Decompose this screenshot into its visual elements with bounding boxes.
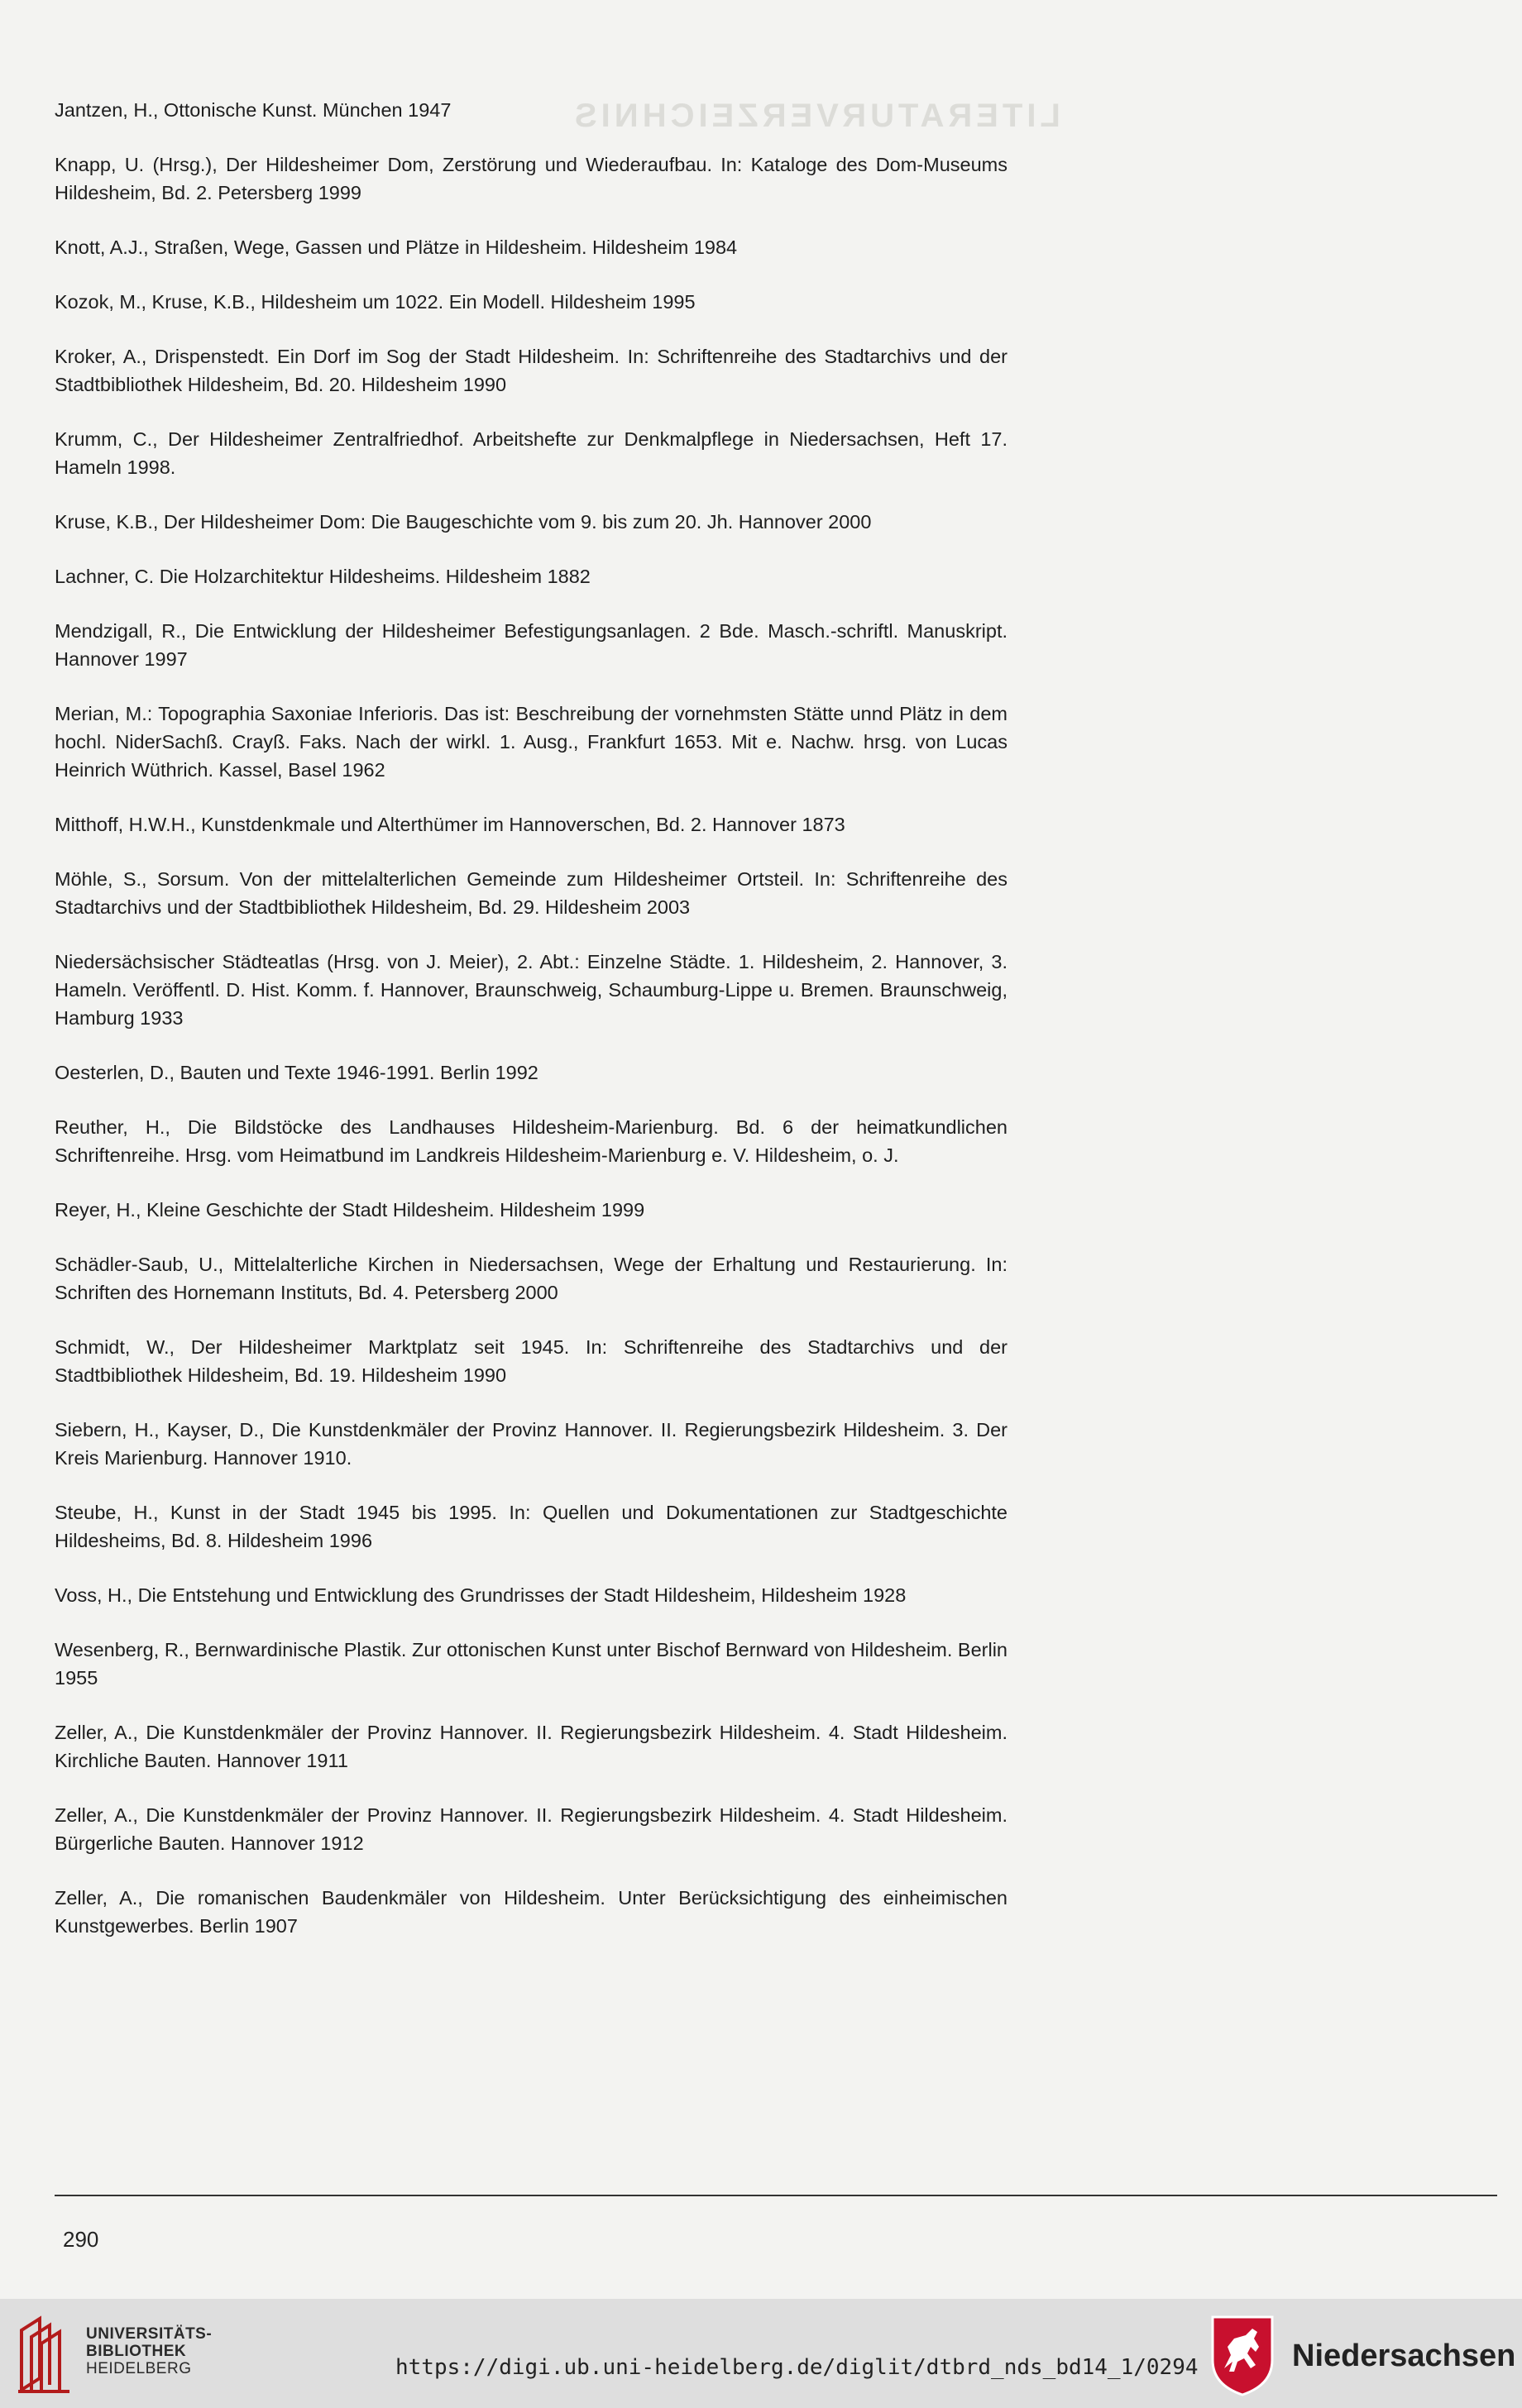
page-number: 290 xyxy=(63,2227,99,2252)
reference-entry: Knott, A.J., Straßen, Wege, Gassen und Plätze in Hildesheim. Hildesheim 1984 xyxy=(55,236,738,258)
reference-entry: Krumm, C., Der Hildesheimer Zentralfriedhof. Arbeitshefte zur Denkmalpflege in Niedersachsen, Heft 17. Hameln 1998. xyxy=(55,428,1007,478)
reference-entry: Merian, M.: Topographia Saxoniae Inferioris. Das ist: Beschreibung der vornehmsten Stätte unnd Plätz in dem hochl. NiderSachß. Crayß. Faks. Nach der wirkl. 1. Ausg., Frankfurt 1653. Mit e. Nachw. hrsg. von Lucas Heinrich Wüthrich. Kassel, Basel 1962 xyxy=(55,703,1007,781)
reference-entry: Mendzigall, R., Die Entwicklung der Hildesheimer Befestigungsanlagen. 2 Bde. Masch.-schriftl. Manuskript. Hannover 1997 xyxy=(55,620,1007,670)
reference-entry: Knapp, U. (Hrsg.), Der Hildesheimer Dom, Zerstörung und Wiederaufbau. In: Kataloge des Dom-Museums Hildesheim, Bd. 2. Petersberg 1999 xyxy=(55,154,1007,203)
reference-list xyxy=(55,96,1007,1966)
reference-entry: Zeller, A., Die Kunstdenkmäler der Provinz Hannover. II. Regierungsbezirk Hildesheim. 4. Stadt Hildesheim. Bürgerliche Bauten. Hannover 1912 xyxy=(55,1804,1007,1854)
reference-entry: Siebern, H., Kayser, D., Die Kunstdenkmäler der Provinz Hannover. II. Regierungsbezirk Hildesheim. 3. Der Kreis Marienburg. Hannover 1910. xyxy=(55,1419,1007,1469)
reference-entry: Möhle, S., Sorsum. Von der mittelalterlichen Gemeinde zum Hildesheimer Ortsteil. In: Schriftenreihe des Stadtarchivs und der Stadtbibliothek Hildesheim, Bd. 29. Hildesheim 2003 xyxy=(55,868,1007,918)
library-name[interactable] xyxy=(86,2325,212,2377)
reference-entry: Reyer, H., Kleine Geschichte der Stadt Hildesheim. Hildesheim 1999 xyxy=(55,1199,645,1221)
reference-entry: Wesenberg, R., Bernwardinische Plastik. Zur ottonischen Kunst unter Bischof Bernward von Hildesheim. Berlin 1955 xyxy=(55,1639,1007,1689)
permalink-url[interactable]: https://digi.ub.uni-heidelberg.de/diglit/dtbrd_nds_bd14_1/0294 xyxy=(395,2355,1199,2380)
show-through-heading: LITERATURVERZEICHNIS xyxy=(571,98,1060,134)
footer-rule xyxy=(55,2195,1497,2196)
reference-entry: Schädler-Saub, U., Mittelalterliche Kirchen in Niedersachsen, Wege der Erhaltung und Restaurierung. In: Schriften des Hornemann Instituts, Bd. 4. Petersberg 2000 xyxy=(55,1254,1007,1303)
reference-entry: Zeller, A., Die Kunstdenkmäler der Provinz Hannover. II. Regierungsbezirk Hildesheim. 4. Stadt Hildesheim. Kirchliche Bauten. Hannover 1911 xyxy=(55,1722,1007,1771)
reference-entry: Lachner, C. Die Holzarchitektur Hildesheims. Hildesheim 1882 xyxy=(55,566,591,587)
region-name[interactable]: Niedersachsen xyxy=(1292,2339,1516,2373)
reference-entry: Steube, H., Kunst in der Stadt 1945 bis 1995. In: Quellen und Dokumentationen zur Stadtgeschichte Hildesheims, Bd. 8. Hildesheim 1996 xyxy=(55,1502,1007,1551)
lower-saxony-horse-icon[interactable] xyxy=(1209,2314,1276,2396)
reference-entry: Kozok, M., Kruse, K.B., Hildesheim um 1022. Ein Modell. Hildesheim 1995 xyxy=(55,291,696,313)
library-name-line3: HEIDELBERG xyxy=(86,2360,192,2377)
reference-entry: Kruse, K.B., Der Hildesheimer Dom: Die Baugeschichte vom 9. bis zum 20. Jh. Hannover 2000 xyxy=(55,511,872,533)
reference-entry: Voss, H., Die Entstehung und Entwicklung des Grundrisses der Stadt Hildesheim, Hildesheim 1928 xyxy=(55,1584,907,1606)
ub-heidelberg-logo-icon[interactable] xyxy=(15,2314,74,2395)
reference-entry: Reuther, H., Die Bildstöcke des Landhauses Hildesheim-Marienburg. Bd. 6 der heimatkundlichen Schriftenreihe. Hrsg. vom Heimatbund im Landkreis Hildesheim-Marienburg e. V. Hildesheim, o. J. xyxy=(55,1116,1007,1166)
reference-entry: Mitthoff, H.W.H., Kunstdenkmale und Alterthümer im Hannoverschen, Bd. 2. Hannover 1873 xyxy=(55,814,845,835)
viewer-footer xyxy=(0,2299,1522,2408)
library-name-line1: UNIVERSITÄTS- xyxy=(86,2325,213,2343)
reference-entry: Niedersächsischer Städteatlas (Hrsg. von J. Meier), 2. Abt.: Einzelne Städte. 1. Hildesheim, 2. Hannover, 3. Hameln. Veröffentl. D. Hist. Komm. f. Hannover, Braunschweig, Schaumburg-Lippe u. Bremen. Braunschweig, Hamburg 1933 xyxy=(55,951,1007,1029)
reference-entry: Oesterlen, D., Bauten und Texte 1946-1991. Berlin 1992 xyxy=(55,1062,538,1083)
reference-entry: Schmidt, W., Der Hildesheimer Marktplatz seit 1945. In: Schriftenreihe des Stadtarchivs und der Stadtbibliothek Hildesheim, Bd. 19. Hildesheim 1990 xyxy=(55,1336,1007,1386)
library-name-line2: BIBLIOTHEK xyxy=(86,2343,187,2360)
reference-entry: Jantzen, H., Ottonische Kunst. München 1947 xyxy=(55,99,452,121)
reference-entry: Zeller, A., Die romanischen Baudenkmäler von Hildesheim. Unter Berücksichtigung des einheimischen Kunstgewerbes. Berlin 1907 xyxy=(55,1887,1007,1937)
reference-entry: Kroker, A., Drispenstedt. Ein Dorf im Sog der Stadt Hildesheim. In: Schriftenreihe des Stadtarchivs und der Stadtbibliothek Hildesheim, Bd. 20. Hildesheim 1990 xyxy=(55,346,1007,395)
